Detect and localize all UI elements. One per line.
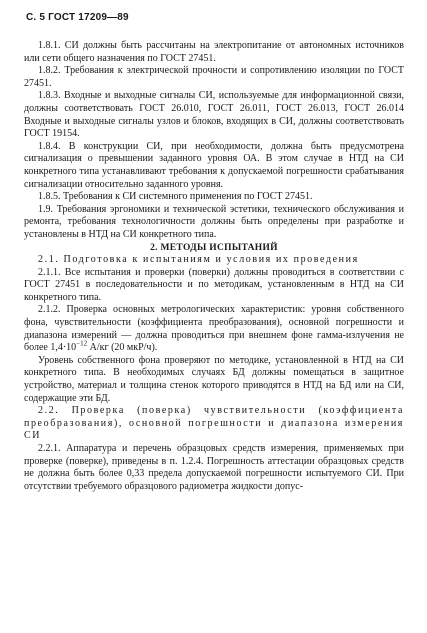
- paragraph-2-2-1: 2.2.1. Аппаратура и перечень образцовых средств измерения, применяемых при проверке (поверке), приведены в п. 1.2.4. Погрешность аттестации образцовых средств не должна быть более 0,33 предела допускаемой погрешности испытуемого СИ. При отсутствии требуемого образцового радиометра жидкости допус-: [24, 443, 404, 492]
- page-header: С. 5 ГОСТ 17209—89: [26, 12, 129, 23]
- exponent: −12: [76, 339, 88, 348]
- paragraph-2-1-1: 2.1.1. Все испытания и проверки (поверки) должны проводиться в соответствии с ГОСТ 27451 в последовательности и по методикам, установленным в НТД на СИ конкретного типа.: [24, 266, 404, 303]
- subsection-heading-2-2: 2.2. Проверка (поверка) чувствительности (коэффициента преобразования), основной погрешности и диапазона измерения СИ: [24, 405, 404, 442]
- paragraph-2-1-2-tail: А/кг (20 мкР/ч).: [87, 342, 158, 354]
- paragraph-2-1-2: [24, 304, 404, 354]
- paragraph-1-8-3: 1.8.3. Входные и выходные сигналы СИ, используемые для информационной связи, должны соответствовать ГОСТ 26.010, ГОСТ 26.011, ГОСТ 26.013, ГОСТ 26.014 Входные и выходные сигналы узлов и блоков, входящих в СИ, должны соответствовать ГОСТ 19154.: [24, 90, 404, 140]
- paragraph-1-8-4: 1.8.4. В конструкции СИ, при необходимости, должна быть предусмотрена сигнализация о превышении заданного уровня ОА. В этом случае в НТД на СИ конкретного типа устанавливают требования к допускаемой погрешности срабатывания сигнализации относительно заданного уровня.: [24, 140, 404, 190]
- paragraph-1-9: 1.9. Требования эргономики и технической эстетики, технического обслуживания и ремонта, требования технологичности должны быть определены при разработке и установлены в НТД на СИ конкретного типа.: [24, 203, 404, 240]
- paragraph-1-8-5: 1.8.5. Требования к СИ системного применения по ГОСТ 27451.: [38, 191, 313, 203]
- document-body: [24, 40, 404, 493]
- paragraph-1-8-2: 1.8.2. Требования к электрической прочности и сопротивлению изоляции по ГОСТ 27451.: [24, 65, 404, 89]
- paragraph-1-8-1: 1.8.1. СИ должны быть рассчитаны на электропитание от автономных источников или сети общего назначения по ГОСТ 27451.: [24, 40, 404, 64]
- subsection-heading-2-1: 2.1. Подготовка к испытаниям и условия их проведения: [38, 254, 359, 266]
- paragraph-background-level: Уровень собственного фона проверяют по методике, установленной в НТД на СИ конкретного типа. В необходимых случаях БД должны помещаться в защитное устройство, материал и толщина стенок которого приводятся в НТД на БД или на СИ, содержащие эти БД.: [24, 354, 404, 404]
- section-title: 2. МЕТОДЫ ИСПЫТАНИЙ: [150, 242, 278, 253]
- paragraph-2-1-2-text: 2.1.2. Проверка основных метрологических характеристик: уровня собственного фона, чувствительности (коэффициента преобразования), основной погрешности и диапазона измерений — должна проводиться при внешнем фоне гамма-излучения не более 1,4·10: [24, 304, 404, 354]
